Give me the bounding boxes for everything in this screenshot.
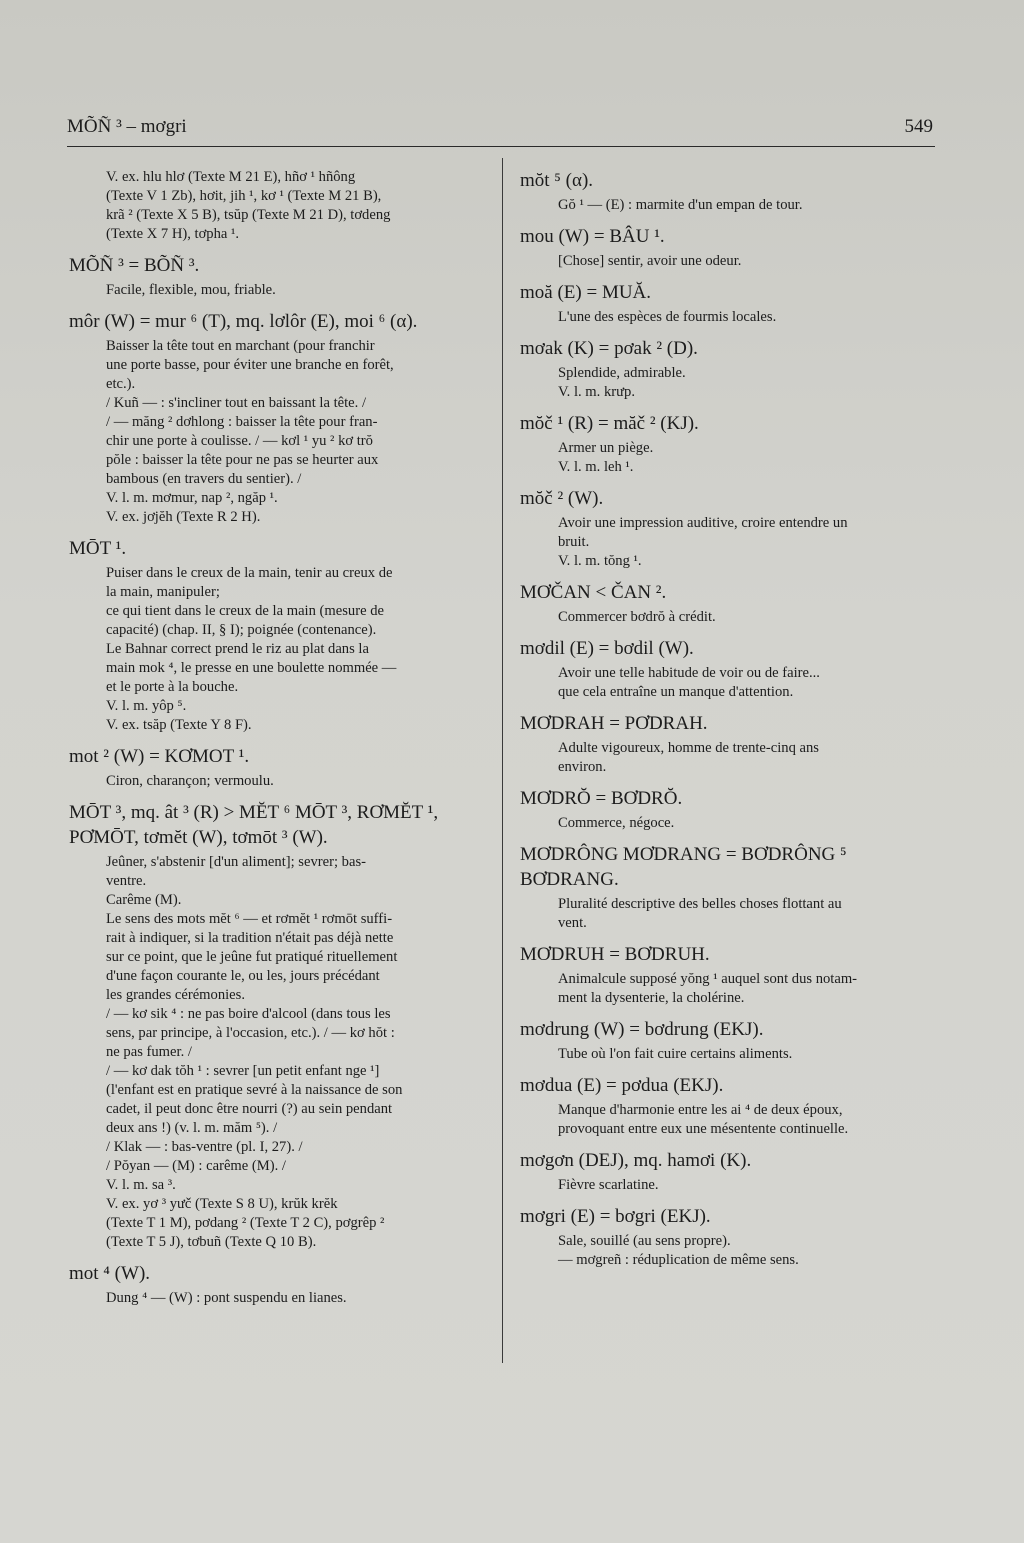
dictionary-entry	[69, 309, 483, 527]
definition-line: (l'enfant est en pratique sevré à la naissance de son	[106, 1082, 403, 1098]
entry-headword: mŏt ⁵ (α).	[520, 170, 594, 191]
definition-line: Dung ⁴ — (W) : pont suspendu en lianes.	[106, 1290, 347, 1306]
definition-line: Gŏ ¹ — (E) : marmite d'un empan de tour.	[558, 197, 803, 213]
definition-line: Facile, flexible, mou, friable.	[106, 282, 276, 298]
dictionary-entry	[520, 580, 935, 627]
definition-line: V. l. m. tŏng ¹.	[558, 553, 642, 569]
entry-headword: mơdil (E) = bơdil (W).	[520, 638, 694, 659]
dictionary-entry	[520, 280, 935, 327]
entry-definition	[520, 1232, 935, 1270]
definition-line: capacité) (chap. II, § I); poignée (contenance).	[106, 622, 377, 638]
dictionary-entry	[69, 1261, 483, 1308]
header-title: MÕÑ ³ – mơgri	[67, 116, 187, 137]
dictionary-entry	[520, 786, 935, 833]
definition-line: vent.	[558, 915, 587, 931]
entry-definition	[69, 168, 483, 244]
entry-definition	[520, 970, 935, 1008]
entry-headword: MŌT ¹.	[69, 538, 127, 559]
definition-line: — mơgreñ : réduplication de même sens.	[558, 1252, 799, 1268]
definition-line: V. ex. tsăp (Texte Y 8 F).	[106, 717, 252, 733]
entry-headword: mơgơn (DEJ), mq. hamơi (K).	[520, 1150, 752, 1171]
definition-line: V. l. m. leh ¹.	[558, 459, 634, 475]
definition-line: bambous (en travers du sentier). /	[106, 471, 302, 487]
definition-line: Commercer bơdrŏ à crédit.	[558, 609, 716, 625]
entry-definition	[520, 196, 935, 215]
dictionary-entry	[69, 536, 483, 735]
dictionary-entry	[520, 636, 935, 702]
dictionary-entry	[69, 800, 483, 1252]
definition-line: Baisser la tête tout en marchant (pour franchir	[106, 338, 375, 354]
definition-line: chir une porte à coulisse. / — kơl ¹ yu ² kơ trŏ	[106, 433, 373, 449]
entry-definition	[520, 814, 935, 833]
definition-line: Animalcule supposé yŏng ¹ auquel sont dus notam-	[558, 971, 858, 987]
definition-line: la main, manipuler;	[106, 584, 220, 600]
definition-line: les grandes cérémonies.	[106, 987, 245, 1003]
entry-definition	[520, 739, 935, 777]
entry-headword: MÕÑ ³ = BÕÑ ³.	[69, 255, 200, 276]
entry-headword: mơdrung (W) = bơdrung (EKJ).	[520, 1019, 764, 1040]
left-column	[69, 168, 483, 1317]
entry-headword: MƠDRAH = PƠDRAH.	[520, 713, 708, 734]
entry-headword: MƠDRÔNG MƠDRANG = BƠDRÔNG ⁵ BƠDRANG.	[520, 844, 847, 890]
entry-definition	[520, 608, 935, 627]
definition-line: ment la dysenterie, la cholérine.	[558, 990, 745, 1006]
entry-definition	[520, 1101, 935, 1139]
definition-line: d'une façon courante le, ou les, jours précédant	[106, 968, 380, 984]
definition-line: (Texte V 1 Zb), hơit, jih ¹, kơ ¹ (Texte M 21 B),	[106, 188, 382, 204]
entry-definition	[69, 337, 483, 527]
entry-definition	[520, 252, 935, 271]
definition-line: (Texte X 7 H), tơpha ¹.	[106, 226, 240, 242]
definition-line: / Pŏyan — (M) : carême (M). /	[106, 1158, 286, 1174]
dictionary-entry	[520, 168, 935, 215]
definition-line: (Texte T 1 M), pơdang ² (Texte T 2 C), pơgrêp ²	[106, 1215, 385, 1231]
entry-definition	[69, 853, 483, 1252]
definition-line: V. ex. yơ ³ yưč (Texte S 8 U), krŭk krĕk	[106, 1196, 338, 1212]
definition-line: Sale, souillé (au sens propre).	[558, 1233, 731, 1249]
column-divider	[502, 158, 503, 1363]
dictionary-entry	[69, 253, 483, 300]
entry-headword: MƠČAN < ČAN ².	[520, 582, 667, 603]
definition-line: / — kơ sik ⁴ : ne pas boire d'alcool (dans tous les	[106, 1006, 391, 1022]
definition-line: Le Bahnar correct prend le riz au plat dans la	[106, 641, 369, 657]
definition-line: / Klak — : bas-ventre (pl. I, 27). /	[106, 1139, 303, 1155]
entry-definition	[69, 564, 483, 735]
definition-line: krã ² (Texte X 5 B), tsŭp (Texte M 21 D), tơdeng	[106, 207, 391, 223]
dictionary-entry	[520, 942, 935, 1008]
definition-line: Pluralité descriptive des belles choses flottant au	[558, 896, 842, 912]
definition-line: [Chose] sentir, avoir une odeur.	[558, 253, 742, 269]
dictionary-entry	[520, 336, 935, 402]
definition-line: / Kuñ — : s'incliner tout en baissant la tête. /	[106, 395, 366, 411]
entry-headword: mot ⁴ (W).	[69, 1263, 151, 1284]
dictionary-entry	[520, 711, 935, 777]
definition-line: Ciron, charançon; vermoulu.	[106, 773, 274, 789]
dictionary-entry	[520, 1017, 935, 1064]
definition-line: Fièvre scarlatine.	[558, 1177, 659, 1193]
definition-line: V. l. m. sa ³.	[106, 1177, 176, 1193]
entry-definition	[520, 514, 935, 571]
running-header	[67, 116, 935, 147]
definition-line: que cela entraîne un manque d'attention.	[558, 684, 794, 700]
definition-line: ce qui tient dans le creux de la main (mesure de	[106, 603, 384, 619]
dictionary-entry	[520, 842, 935, 933]
definition-line: bruit.	[558, 534, 590, 550]
dictionary-entry	[520, 224, 935, 271]
page-number: 549	[904, 116, 933, 137]
entry-headword: MŌT ³, mq. ât ³ (R) > MĔT ⁶ MŌT ³, RƠMĔT ¹, PƠMŌT, tơmĕt (W), tơmōt ³ (W).	[69, 802, 439, 848]
definition-line: Carême (M).	[106, 892, 182, 908]
definition-line: etc.).	[106, 376, 136, 392]
dictionary-entry	[520, 1148, 935, 1195]
definition-line: une porte basse, pour éviter une branche en forêt,	[106, 357, 394, 373]
definition-line: / — kơ dak tŏh ¹ : sevrer [un petit enfant nge ¹]	[106, 1063, 380, 1079]
definition-line: L'une des espèces de fourmis locales.	[558, 309, 777, 325]
definition-line: Manque d'harmonie entre les ai ⁴ de deux époux,	[558, 1102, 843, 1118]
definition-line: / — măng ² dơhlong : baisser la tête pour fran-	[106, 414, 378, 430]
definition-line: Jeûner, s'abstenir [d'un aliment]; sevrer; bas-	[106, 854, 366, 870]
definition-line: provoquant entre eux une mésentente continuelle.	[558, 1121, 849, 1137]
entry-headword: mou (W) = BÂU ¹.	[520, 226, 665, 247]
definition-line: et le porte à la bouche.	[106, 679, 239, 695]
definition-line: Splendide, admirable.	[558, 365, 686, 381]
right-column	[520, 168, 935, 1279]
definition-line: environ.	[558, 759, 607, 775]
entry-headword: MƠDRUH = BƠDRUH.	[520, 944, 710, 965]
definition-line: V. ex. hlu hlơ (Texte M 21 E), hñơ ¹ hñông	[106, 169, 356, 185]
entry-headword: MƠDRŎ = BƠDRŎ.	[520, 788, 683, 809]
entry-headword: mŏč ¹ (R) = măč ² (KJ).	[520, 413, 699, 434]
definition-line: cadet, il peut donc être nourri (?) au sein pendant	[106, 1101, 393, 1117]
definition-line: main mok ⁴, le presse en une boulette nommée —	[106, 660, 397, 676]
entry-definition	[69, 772, 483, 791]
entry-headword: mŏč ² (W).	[520, 488, 604, 509]
definition-line: pŏle : baisser la tête pour ne pas se heurter aux	[106, 452, 379, 468]
definition-line: ventre.	[106, 873, 147, 889]
entry-headword: mot ² (W) = KƠMOT ¹.	[69, 746, 250, 767]
entry-definition	[69, 1289, 483, 1308]
entry-headword: mơgri (E) = bơgri (EKJ).	[520, 1206, 711, 1227]
entry-definition	[520, 1176, 935, 1195]
definition-line: Avoir une telle habitude de voir ou de faire...	[558, 665, 820, 681]
entry-definition	[520, 439, 935, 477]
definition-line: sur ce point, que le jeûne fut pratiqué rituellement	[106, 949, 398, 965]
entry-definition	[520, 308, 935, 327]
definition-line: Commerce, négoce.	[558, 815, 675, 831]
definition-line: Armer un piège.	[558, 440, 654, 456]
entry-headword: mơdua (E) = pơdua (EKJ).	[520, 1075, 724, 1096]
definition-line: V. l. m. mơmur, nap ², ngăp ¹.	[106, 490, 278, 506]
dictionary-entry	[69, 744, 483, 791]
dictionary-entry	[520, 1204, 935, 1270]
definition-line: ne pas fumer. /	[106, 1044, 192, 1060]
definition-line: Adulte vigoureux, homme de trente-cinq ans	[558, 740, 819, 756]
dictionary-entry	[520, 486, 935, 571]
definition-line: V. l. m. yôp ⁵.	[106, 698, 187, 714]
entry-definition	[520, 664, 935, 702]
dictionary-entry	[520, 411, 935, 477]
definition-line: V. ex. jơjĕh (Texte R 2 H).	[106, 509, 261, 525]
definition-line: sens, par principe, à l'occasion, etc.). / — kơ hŏt :	[106, 1025, 395, 1041]
entry-headword: moă (E) = MUĂ.	[520, 282, 652, 303]
dictionary-entry	[520, 1073, 935, 1139]
entry-headword: mơak (K) = pơak ² (D).	[520, 338, 698, 359]
entry-headword: môr (W) = mur ⁶ (T), mq. lơlôr (E), moi ⁶ (α).	[69, 311, 418, 332]
definition-line: Puiser dans le creux de la main, tenir au creux de	[106, 565, 393, 581]
definition-line: Tube où l'on fait cuire certains aliments.	[558, 1046, 793, 1062]
definition-line: rait à indiquer, si la tradition n'était pas déjà nette	[106, 930, 394, 946]
definition-line: Avoir une impression auditive, croire entendre un	[558, 515, 848, 531]
definition-line: V. l. m. krưp.	[558, 384, 635, 400]
dictionary-entry	[69, 168, 483, 244]
definition-line: (Texte T 5 J), tơbuñ (Texte Q 10 B).	[106, 1234, 317, 1250]
entry-definition	[520, 1045, 935, 1064]
entry-definition	[520, 895, 935, 933]
definition-line: deux ans !) (v. l. m. măm ⁵). /	[106, 1120, 278, 1136]
entry-definition	[69, 281, 483, 300]
definition-line: Le sens des mots mĕt ⁶ — et rơmĕt ¹ rơmōt suffi-	[106, 911, 393, 927]
entry-definition	[520, 364, 935, 402]
